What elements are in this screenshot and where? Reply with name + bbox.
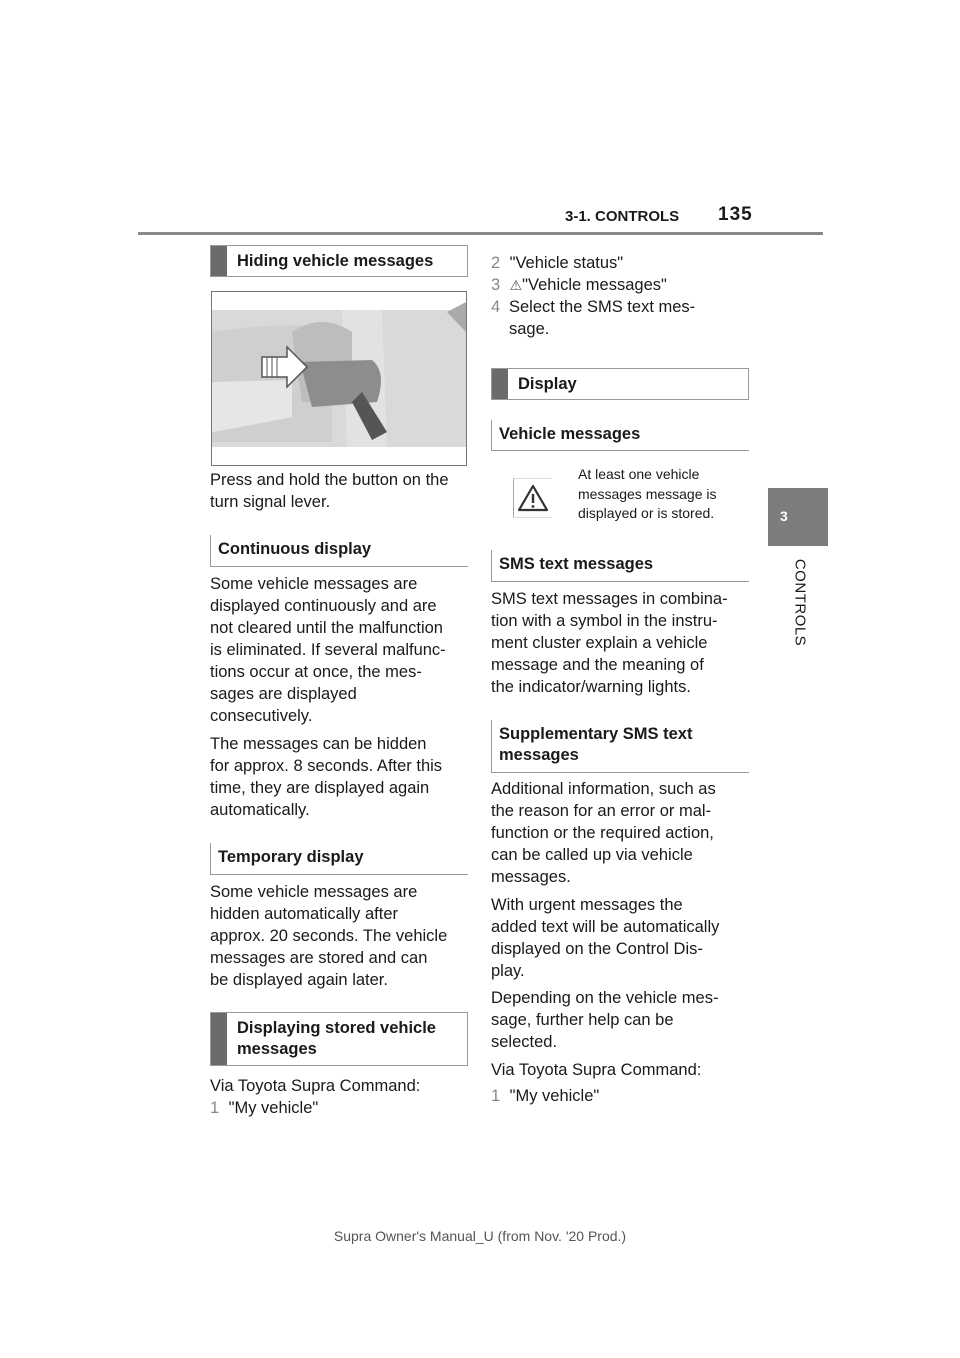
chapter-number: 3 (780, 508, 788, 524)
warning-triangle-icon: ⚠ (509, 277, 523, 293)
paragraph-urgent: With urgent messages the added text will be automatically displayed on the Control Dis- play. (491, 896, 720, 980)
paragraph-via-command-right: Via Toyota Supra Command: (491, 1061, 702, 1079)
heading-display: Display (491, 368, 749, 400)
header-rule (138, 232, 823, 235)
chapter-label: CONTROLS (791, 558, 809, 647)
heading-vehicle-messages: Vehicle messages (491, 420, 749, 451)
warning-triangle-icon (513, 478, 552, 518)
step-3: 3 ⚠"Vehicle messages" (491, 276, 667, 294)
warning-symbol-description: At least one vehicle messages message is displayed or is stored. (578, 466, 717, 521)
heading-supplementary-sms: Supplementary SMS text messages (491, 720, 749, 773)
heading-sms-text-messages: SMS text messages (491, 550, 749, 582)
step-1: 1 "My vehicle" (210, 1099, 319, 1117)
heading-displaying-stored: Displaying stored vehicle messages (210, 1012, 468, 1066)
paragraph-temporary: Some vehicle messages are hidden automatically after approx. 20 seconds. The vehicle messages are stored and can be displayed again later. (210, 883, 448, 989)
paragraph-additional-info: Additional information, such as the reason for an error or mal- function or the required action, can be called up via vehicle messages. (491, 780, 716, 886)
chapter-tab (768, 488, 828, 546)
paragraph-via-command: Via Toyota Supra Command: (210, 1077, 421, 1095)
heading-continuous-display: Continuous display (210, 535, 468, 567)
section-title: 3-1. CONTROLS (565, 208, 680, 225)
heading-temporary-display: Temporary display (210, 843, 468, 875)
paragraph-depending: Depending on the vehicle mes- sage, further help can be selected. (491, 989, 719, 1051)
turn-signal-lever-illustration (211, 291, 467, 466)
paragraph-continuous-2: The messages can be hidden for approx. 8 seconds. After this time, they are displayed again automatically. (210, 735, 443, 819)
paragraph-sms: SMS text messages in combina- tion with a symbol in the instru- ment cluster explain a vehicle message and the meaning of the indicator/warning lights. (491, 590, 728, 696)
paragraph-press-hold: Press and hold the button on the turn signal lever. (210, 471, 449, 511)
paragraph-continuous-1: Some vehicle messages are displayed continuously and are not cleared until the malfunction is eliminated. If several malfunc- tions occur at once, the mes- sages are displayed consecutively. (210, 575, 446, 725)
step-1-right: 1 "My vehicle" (491, 1087, 600, 1105)
step-4: 4 Select the SMS text mes- sage. (491, 298, 696, 338)
page-number: 135 (718, 204, 753, 225)
footer-text: Supra Owner's Manual_U (from Nov. '20 Prod.) (333, 1228, 627, 1244)
heading-hiding-vehicle-messages: Hiding vehicle messages (210, 245, 468, 277)
step-2: 2 "Vehicle status" (491, 254, 624, 272)
